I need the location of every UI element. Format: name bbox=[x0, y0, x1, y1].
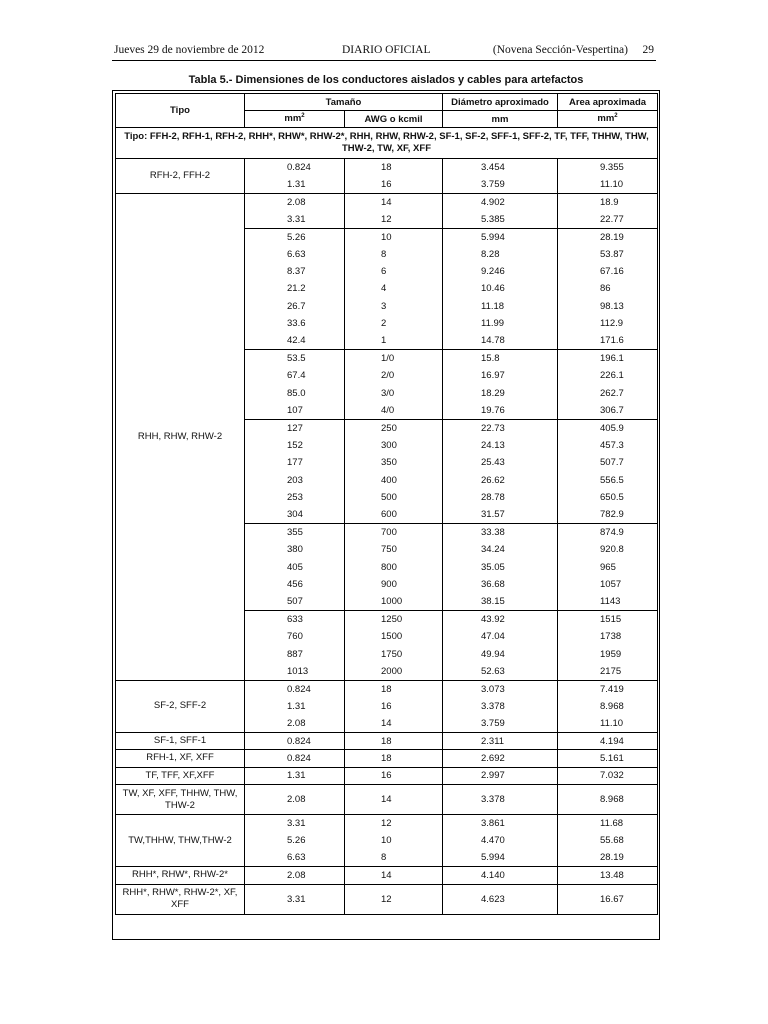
size-mm2-cell: 5.26 bbox=[245, 832, 345, 849]
awg-cell: 1500 bbox=[345, 628, 443, 645]
size-mm2-cell: 2.08 bbox=[245, 715, 345, 732]
area-cell: 8.968 bbox=[558, 698, 658, 715]
size-mm2-cell: 1.31 bbox=[245, 767, 345, 784]
size-mm2-cell: 152 bbox=[245, 437, 345, 454]
area-cell: 1515 bbox=[558, 611, 658, 628]
header-unit-area: $mm^2$ bbox=[558, 111, 658, 128]
diameter-cell: 5.385 bbox=[443, 211, 558, 228]
size-mm2-cell: 53.5 bbox=[245, 350, 345, 367]
awg-cell: 1750 bbox=[345, 645, 443, 662]
awg-cell: 700 bbox=[345, 524, 443, 541]
diameter-cell: 24.13 bbox=[443, 437, 558, 454]
diameter-cell: 34.24 bbox=[443, 541, 558, 558]
diameter-cell: 3.759 bbox=[443, 176, 558, 193]
area-cell: 98.13 bbox=[558, 298, 658, 315]
area-cell: 2175 bbox=[558, 663, 658, 680]
table-row bbox=[116, 732, 658, 749]
diameter-cell: 3.454 bbox=[443, 159, 558, 176]
awg-cell: 800 bbox=[345, 558, 443, 575]
diameter-cell: 3.073 bbox=[443, 680, 558, 697]
size-mm2-cell: 127 bbox=[245, 419, 345, 436]
area-cell: 55.68 bbox=[558, 832, 658, 849]
tipo-cell: RFH-2, FFH-2 bbox=[116, 159, 245, 194]
header-unit-mm: mm bbox=[443, 111, 558, 128]
awg-cell: 16 bbox=[345, 176, 443, 193]
size-mm2-cell: 0.824 bbox=[245, 680, 345, 697]
awg-cell: 10 bbox=[345, 228, 443, 245]
diameter-cell: 5.994 bbox=[443, 228, 558, 245]
size-mm2-cell: 1013 bbox=[245, 663, 345, 680]
diameter-cell: 4.470 bbox=[443, 832, 558, 849]
awg-cell: 16 bbox=[345, 767, 443, 784]
area-cell: 86 bbox=[558, 280, 658, 297]
area-cell: 920.8 bbox=[558, 541, 658, 558]
page-header bbox=[112, 44, 656, 61]
diameter-cell: 4.902 bbox=[443, 193, 558, 210]
area-cell: 1959 bbox=[558, 645, 658, 662]
awg-cell: 2/0 bbox=[345, 367, 443, 384]
awg-cell: 18 bbox=[345, 680, 443, 697]
area-cell: 28.19 bbox=[558, 849, 658, 866]
size-mm2-cell: 3.31 bbox=[245, 815, 345, 832]
awg-cell: 6 bbox=[345, 263, 443, 280]
size-mm2-cell: 5.26 bbox=[245, 228, 345, 245]
diameter-cell: 8.28 bbox=[443, 245, 558, 262]
diameter-cell: 10.46 bbox=[443, 280, 558, 297]
size-mm2-cell: 0.824 bbox=[245, 732, 345, 749]
size-mm2-cell: 633 bbox=[245, 611, 345, 628]
size-mm2-cell: 3.31 bbox=[245, 884, 345, 914]
awg-cell: 400 bbox=[345, 472, 443, 489]
size-mm2-cell: 253 bbox=[245, 489, 345, 506]
area-cell: 457.3 bbox=[558, 437, 658, 454]
area-cell: 556.5 bbox=[558, 472, 658, 489]
awg-cell: 1/0 bbox=[345, 350, 443, 367]
area-cell: 11.10 bbox=[558, 176, 658, 193]
diameter-cell: 15.8 bbox=[443, 350, 558, 367]
area-cell: 18.9 bbox=[558, 193, 658, 210]
size-mm2-cell: 507 bbox=[245, 593, 345, 610]
area-cell: 11.68 bbox=[558, 815, 658, 832]
table-row bbox=[116, 884, 658, 914]
diameter-cell: 11.18 bbox=[443, 298, 558, 315]
diameter-cell: 3.378 bbox=[443, 785, 558, 815]
size-mm2-cell: 0.824 bbox=[245, 750, 345, 767]
size-mm2-cell: 355 bbox=[245, 524, 345, 541]
diameter-cell: 2.997 bbox=[443, 767, 558, 784]
area-cell: 874.9 bbox=[558, 524, 658, 541]
diameter-cell: 14.78 bbox=[443, 332, 558, 349]
size-mm2-cell: 42.4 bbox=[245, 332, 345, 349]
size-mm2-cell: 203 bbox=[245, 472, 345, 489]
area-cell: 67.16 bbox=[558, 263, 658, 280]
area-cell: 782.9 bbox=[558, 506, 658, 523]
awg-cell: 600 bbox=[345, 506, 443, 523]
awg-cell: 14 bbox=[345, 867, 443, 884]
tipo-cell: RFH-1, XF, XFF bbox=[116, 750, 245, 767]
awg-cell: 12 bbox=[345, 884, 443, 914]
area-cell: 196.1 bbox=[558, 350, 658, 367]
size-mm2-cell: 887 bbox=[245, 645, 345, 662]
diameter-cell: 18.29 bbox=[443, 385, 558, 402]
awg-cell: 12 bbox=[345, 815, 443, 832]
diameter-cell: 19.76 bbox=[443, 402, 558, 419]
area-cell: 262.7 bbox=[558, 385, 658, 402]
awg-cell: 4/0 bbox=[345, 402, 443, 419]
size-mm2-cell: 6.63 bbox=[245, 849, 345, 866]
table-row bbox=[116, 815, 658, 832]
awg-cell: 10 bbox=[345, 832, 443, 849]
diameter-cell: 2.692 bbox=[443, 750, 558, 767]
diameter-cell: 3.378 bbox=[443, 698, 558, 715]
tipo-cell: RHH*, RHW*, RHW-2* bbox=[116, 867, 245, 884]
area-cell: 11.10 bbox=[558, 715, 658, 732]
size-mm2-cell: 2.08 bbox=[245, 867, 345, 884]
awg-cell: 18 bbox=[345, 159, 443, 176]
table-row bbox=[116, 867, 658, 884]
diameter-cell: 16.97 bbox=[443, 367, 558, 384]
size-mm2-cell: 177 bbox=[245, 454, 345, 471]
conductor-dimensions-table bbox=[115, 93, 658, 915]
diameter-cell: 5.994 bbox=[443, 849, 558, 866]
area-cell: 13.48 bbox=[558, 867, 658, 884]
size-mm2-cell: 1.31 bbox=[245, 176, 345, 193]
area-cell: 28.19 bbox=[558, 228, 658, 245]
awg-cell: 18 bbox=[345, 732, 443, 749]
size-mm2-cell: 33.6 bbox=[245, 315, 345, 332]
size-mm2-cell: 456 bbox=[245, 576, 345, 593]
awg-cell: 1250 bbox=[345, 611, 443, 628]
table-row bbox=[116, 680, 658, 697]
awg-cell: 1 bbox=[345, 332, 443, 349]
awg-cell: 350 bbox=[345, 454, 443, 471]
area-cell: 171.6 bbox=[558, 332, 658, 349]
awg-cell: 300 bbox=[345, 437, 443, 454]
size-mm2-cell: 26.7 bbox=[245, 298, 345, 315]
header-area: Area aproximada bbox=[558, 94, 658, 111]
diameter-cell: 28.78 bbox=[443, 489, 558, 506]
size-mm2-cell: 67.4 bbox=[245, 367, 345, 384]
diameter-cell: 2.311 bbox=[443, 732, 558, 749]
size-mm2-cell: 380 bbox=[245, 541, 345, 558]
awg-cell: 2 bbox=[345, 315, 443, 332]
awg-cell: 14 bbox=[345, 715, 443, 732]
awg-cell: 12 bbox=[345, 211, 443, 228]
size-mm2-cell: 2.08 bbox=[245, 193, 345, 210]
diameter-cell: 4.140 bbox=[443, 867, 558, 884]
area-cell: 112.9 bbox=[558, 315, 658, 332]
tipo-list-row: Tipo: FFH-2, RFH-1, RFH-2, RHH*, RHW*, RHW-2*, RHH, RHW, RHW-2, SF-1, SF-2, SFF-1, SFF-2, TF, TFF, THHW, THW, THW-2, TW, XF, XFF bbox=[116, 128, 658, 159]
diameter-cell: 52.63 bbox=[443, 663, 558, 680]
table-row bbox=[116, 193, 658, 210]
diameter-cell: 11.99 bbox=[443, 315, 558, 332]
area-cell: 9.355 bbox=[558, 159, 658, 176]
header-unit-mm2: $mm^2$ bbox=[245, 111, 345, 128]
size-mm2-cell: 1.31 bbox=[245, 698, 345, 715]
area-cell: 22.77 bbox=[558, 211, 658, 228]
awg-cell: 14 bbox=[345, 193, 443, 210]
awg-cell: 18 bbox=[345, 750, 443, 767]
table-caption: Tabla 5.- Dimensiones de los conductores aislados y cables para artefactos bbox=[188, 74, 584, 86]
header-publication: DIARIO OFICIAL bbox=[342, 44, 431, 56]
area-cell: 1738 bbox=[558, 628, 658, 645]
diameter-cell: 31.57 bbox=[443, 506, 558, 523]
size-mm2-cell: 6.63 bbox=[245, 245, 345, 262]
awg-cell: 3/0 bbox=[345, 385, 443, 402]
diameter-cell: 3.759 bbox=[443, 715, 558, 732]
area-cell: 306.7 bbox=[558, 402, 658, 419]
tipo-cell: TW,THHW, THW,THW-2 bbox=[116, 815, 245, 867]
awg-cell: 16 bbox=[345, 698, 443, 715]
tipo-cell: SF-2, SFF-2 bbox=[116, 680, 245, 732]
size-mm2-cell: 0.824 bbox=[245, 159, 345, 176]
area-cell: 5.161 bbox=[558, 750, 658, 767]
header-unit-awg: AWG o kcmil bbox=[345, 111, 443, 128]
size-mm2-cell: 85.0 bbox=[245, 385, 345, 402]
area-cell: 965 bbox=[558, 558, 658, 575]
area-cell: 16.67 bbox=[558, 884, 658, 914]
size-mm2-cell: 3.31 bbox=[245, 211, 345, 228]
area-cell: 4.194 bbox=[558, 732, 658, 749]
diameter-cell: 22.73 bbox=[443, 419, 558, 436]
area-cell: 650.5 bbox=[558, 489, 658, 506]
area-cell: 1143 bbox=[558, 593, 658, 610]
diameter-cell: 36.68 bbox=[443, 576, 558, 593]
diameter-cell: 35.05 bbox=[443, 558, 558, 575]
size-mm2-cell: 304 bbox=[245, 506, 345, 523]
diameter-cell: 47.04 bbox=[443, 628, 558, 645]
table-row bbox=[116, 785, 658, 815]
awg-cell: 750 bbox=[345, 541, 443, 558]
diameter-cell: 25.43 bbox=[443, 454, 558, 471]
awg-cell: 1000 bbox=[345, 593, 443, 610]
awg-cell: 900 bbox=[345, 576, 443, 593]
size-mm2-cell: 2.08 bbox=[245, 785, 345, 815]
diameter-cell: 43.92 bbox=[443, 611, 558, 628]
awg-cell: 14 bbox=[345, 785, 443, 815]
header-tipo: Tipo bbox=[116, 94, 245, 128]
diameter-cell: 33.38 bbox=[443, 524, 558, 541]
awg-cell: 250 bbox=[345, 419, 443, 436]
awg-cell: 3 bbox=[345, 298, 443, 315]
area-cell: 7.419 bbox=[558, 680, 658, 697]
awg-cell: 8 bbox=[345, 245, 443, 262]
awg-cell: 8 bbox=[345, 849, 443, 866]
area-cell: 226.1 bbox=[558, 367, 658, 384]
area-cell: 7.032 bbox=[558, 767, 658, 784]
tipo-cell: TW, XF, XFF, THHW, THW, THW-2 bbox=[116, 785, 245, 815]
tipo-cell: SF-1, SFF-1 bbox=[116, 732, 245, 749]
diameter-cell: 26.62 bbox=[443, 472, 558, 489]
tipo-cell: TF, TFF, XF,XFF bbox=[116, 767, 245, 784]
header-date: Jueves 29 de noviembre de 2012 bbox=[114, 44, 265, 56]
size-mm2-cell: 8.37 bbox=[245, 263, 345, 280]
size-mm2-cell: 760 bbox=[245, 628, 345, 645]
tipo-cell: RHH, RHW, RHW-2 bbox=[116, 193, 245, 680]
diameter-cell: 3.861 bbox=[443, 815, 558, 832]
awg-cell: 4 bbox=[345, 280, 443, 297]
size-mm2-cell: 107 bbox=[245, 402, 345, 419]
header-section: (Novena Sección-Vespertina) bbox=[492, 44, 628, 56]
diameter-cell: 49.94 bbox=[443, 645, 558, 662]
header-diametro: Diámetro aproximado bbox=[443, 94, 558, 111]
table-row bbox=[116, 767, 658, 784]
area-cell: 507.7 bbox=[558, 454, 658, 471]
header-page-number: 29 bbox=[642, 44, 654, 56]
area-cell: 405.9 bbox=[558, 419, 658, 436]
area-cell: 8.968 bbox=[558, 785, 658, 815]
table-row bbox=[116, 750, 658, 767]
area-cell: 1057 bbox=[558, 576, 658, 593]
header-tamano: Tamaño bbox=[245, 94, 443, 111]
diameter-cell: 4.623 bbox=[443, 884, 558, 914]
size-mm2-cell: 21.2 bbox=[245, 280, 345, 297]
awg-cell: 2000 bbox=[345, 663, 443, 680]
size-mm2-cell: 405 bbox=[245, 558, 345, 575]
awg-cell: 500 bbox=[345, 489, 443, 506]
diameter-cell: 9.246 bbox=[443, 263, 558, 280]
diameter-cell: 38.15 bbox=[443, 593, 558, 610]
table-row bbox=[116, 159, 658, 176]
area-cell: 53.87 bbox=[558, 245, 658, 262]
tipo-cell: RHH*, RHW*, RHW-2*, XF, XFF bbox=[116, 884, 245, 914]
